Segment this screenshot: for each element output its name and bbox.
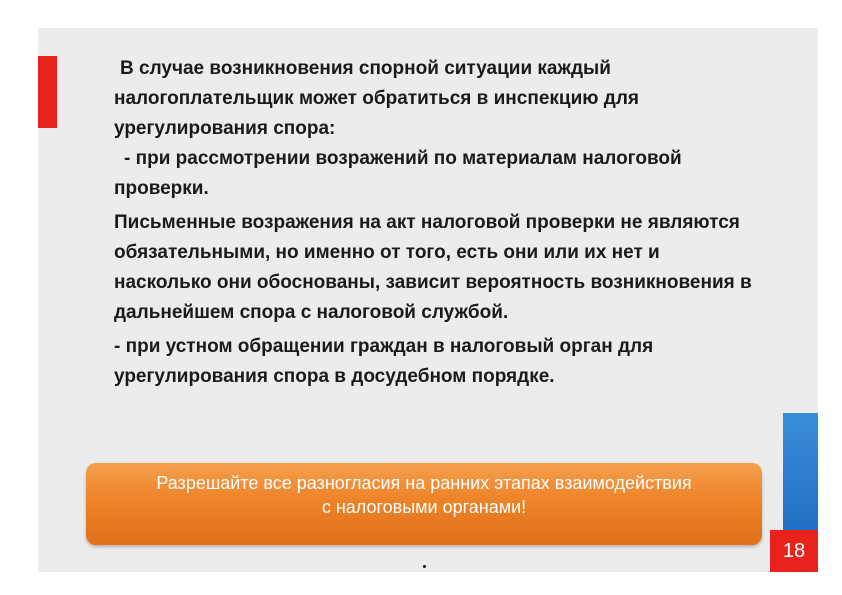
advice-callout <box>86 463 762 545</box>
callout-line-2: с налоговыми органами! <box>321 497 527 517</box>
page-number: 18 <box>782 540 806 562</box>
red-accent-bar <box>38 56 57 128</box>
slide-body-text <box>114 54 754 392</box>
callout-text <box>86 471 762 519</box>
paragraph-objections: - при рассмотрении возражений по материалам налоговой проверки. <box>114 148 682 199</box>
paragraph-oral-appeal: - при устном обращении граждан в налоговый орган для урегулирования спора в досудебном порядке. <box>114 336 654 387</box>
callout-line-1: Разрешайте все разногласия на ранних этапах взаимодействия <box>156 473 692 493</box>
paragraph-intro: В случае возникновения спорной ситуации каждый налогоплательщик может обратиться в инспекцию для урегулирования спора: <box>114 58 639 139</box>
blue-decor-stripe <box>783 413 818 530</box>
footnote-dot <box>423 565 426 568</box>
paragraph-written-objections: Письменные возражения на акт налоговой проверки не являются обязательными, но именно от того, есть они или их нет и насколько они обоснованы, зависит вероятность возникновения в дальнейшем спора с налоговой службой. <box>114 212 752 323</box>
